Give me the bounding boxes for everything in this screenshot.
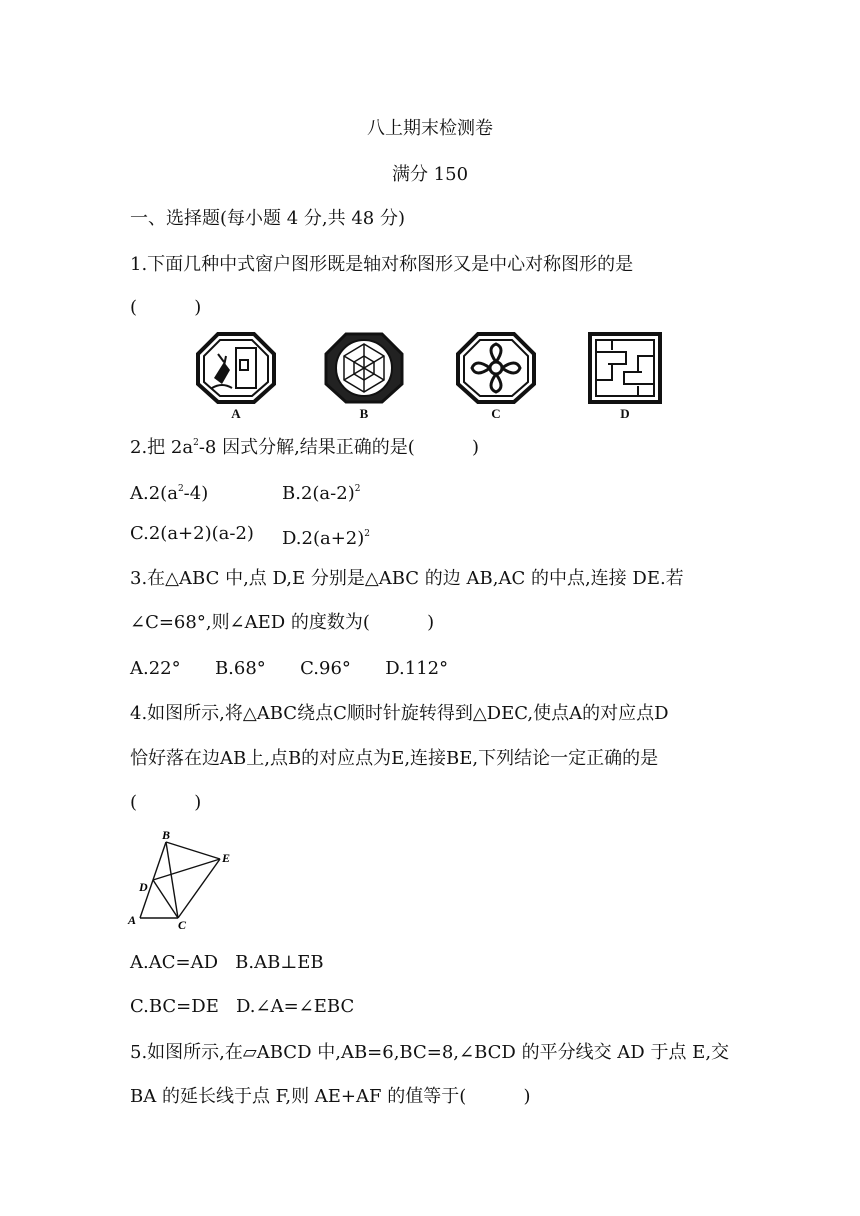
point-label-d: D	[139, 880, 148, 894]
window-figure-d	[588, 332, 662, 404]
window-label-a: A	[231, 406, 241, 421]
q2-option-b	[282, 477, 360, 506]
window-figure-b	[324, 332, 404, 404]
page-title: 八上期末检测卷	[367, 118, 493, 139]
q4-line1: 4.如图所示,将△ABC绕点C顺时针旋转得到△DEC,使点A的对应点D	[130, 703, 669, 724]
point-label-c: C	[178, 918, 187, 932]
q2-stem-part2: -8 因式分解,结果正确的是( )	[198, 437, 480, 458]
q3-options: A.22° B.68° C.96° D.112°	[130, 658, 449, 679]
window-label-b: B	[359, 406, 369, 421]
q2-option-a-exponent: 2	[177, 484, 184, 494]
q2-option-c: C.2(a+2)(a-2)	[130, 523, 254, 544]
point-label-a: A	[128, 913, 137, 927]
q2-option-a	[130, 477, 208, 506]
point-label-b: B	[162, 828, 171, 842]
window-label-d: D	[620, 406, 630, 421]
q2-option-b-exponent: 2	[354, 484, 361, 494]
q5-line2: BA 的延长线于点 F,则 AE+AF 的值等于( )	[130, 1086, 531, 1107]
q5-line1: 5.如图所示,在▱ABCD 中,AB=6,BC=8,∠BCD 的平分线交 AD 于点 E,交	[130, 1042, 730, 1063]
q2-option-d-part1: D.2(a+2)	[282, 528, 365, 549]
q4-options-cd: C.BC=DE D.∠A=∠EBC	[130, 996, 355, 1017]
q4-line2: 恰好落在边AB上,点B的对应点为E,连接BE,下列结论一定正确的是	[130, 748, 659, 769]
window-figure-c	[456, 332, 536, 404]
q2-option-d	[282, 522, 370, 551]
q1-answer-paren: ( )	[130, 297, 202, 318]
q2-stem-exponent: 2	[193, 438, 199, 448]
q1-stem: 1.下面几种中式窗户图形既是轴对称图形又是中心对称图形的是	[130, 254, 634, 275]
window-label-c: C	[491, 406, 501, 421]
q4-answer-paren: ( )	[130, 792, 202, 813]
page-subtitle: 满分 150	[391, 164, 469, 185]
point-label-e: E	[222, 851, 231, 865]
section-heading: 一、选择题(每小题 4 分,共 48 分)	[130, 208, 406, 229]
q2-stem	[130, 431, 479, 460]
q3-line1: 3.在△ABC 中,点 D,E 分别是△ABC 的边 AB,AC 的中点,连接 DE.若	[130, 568, 684, 589]
q2-stem-part1: 2.把 2a	[130, 437, 194, 458]
window-figure-a	[196, 332, 276, 404]
q2-option-b-part1: B.2(a-2)	[282, 483, 355, 504]
q2-option-a-part2: -4)	[183, 483, 209, 504]
q3-line2: ∠C=68°,则∠AED 的度数为( )	[130, 612, 435, 633]
q4-triangle-figure	[124, 828, 244, 934]
q2-option-d-exponent: 2	[364, 529, 371, 539]
q4-options-ab: A.AC=AD B.AB⊥EB	[130, 952, 324, 973]
q2-option-a-part1: A.2(a	[130, 483, 178, 504]
